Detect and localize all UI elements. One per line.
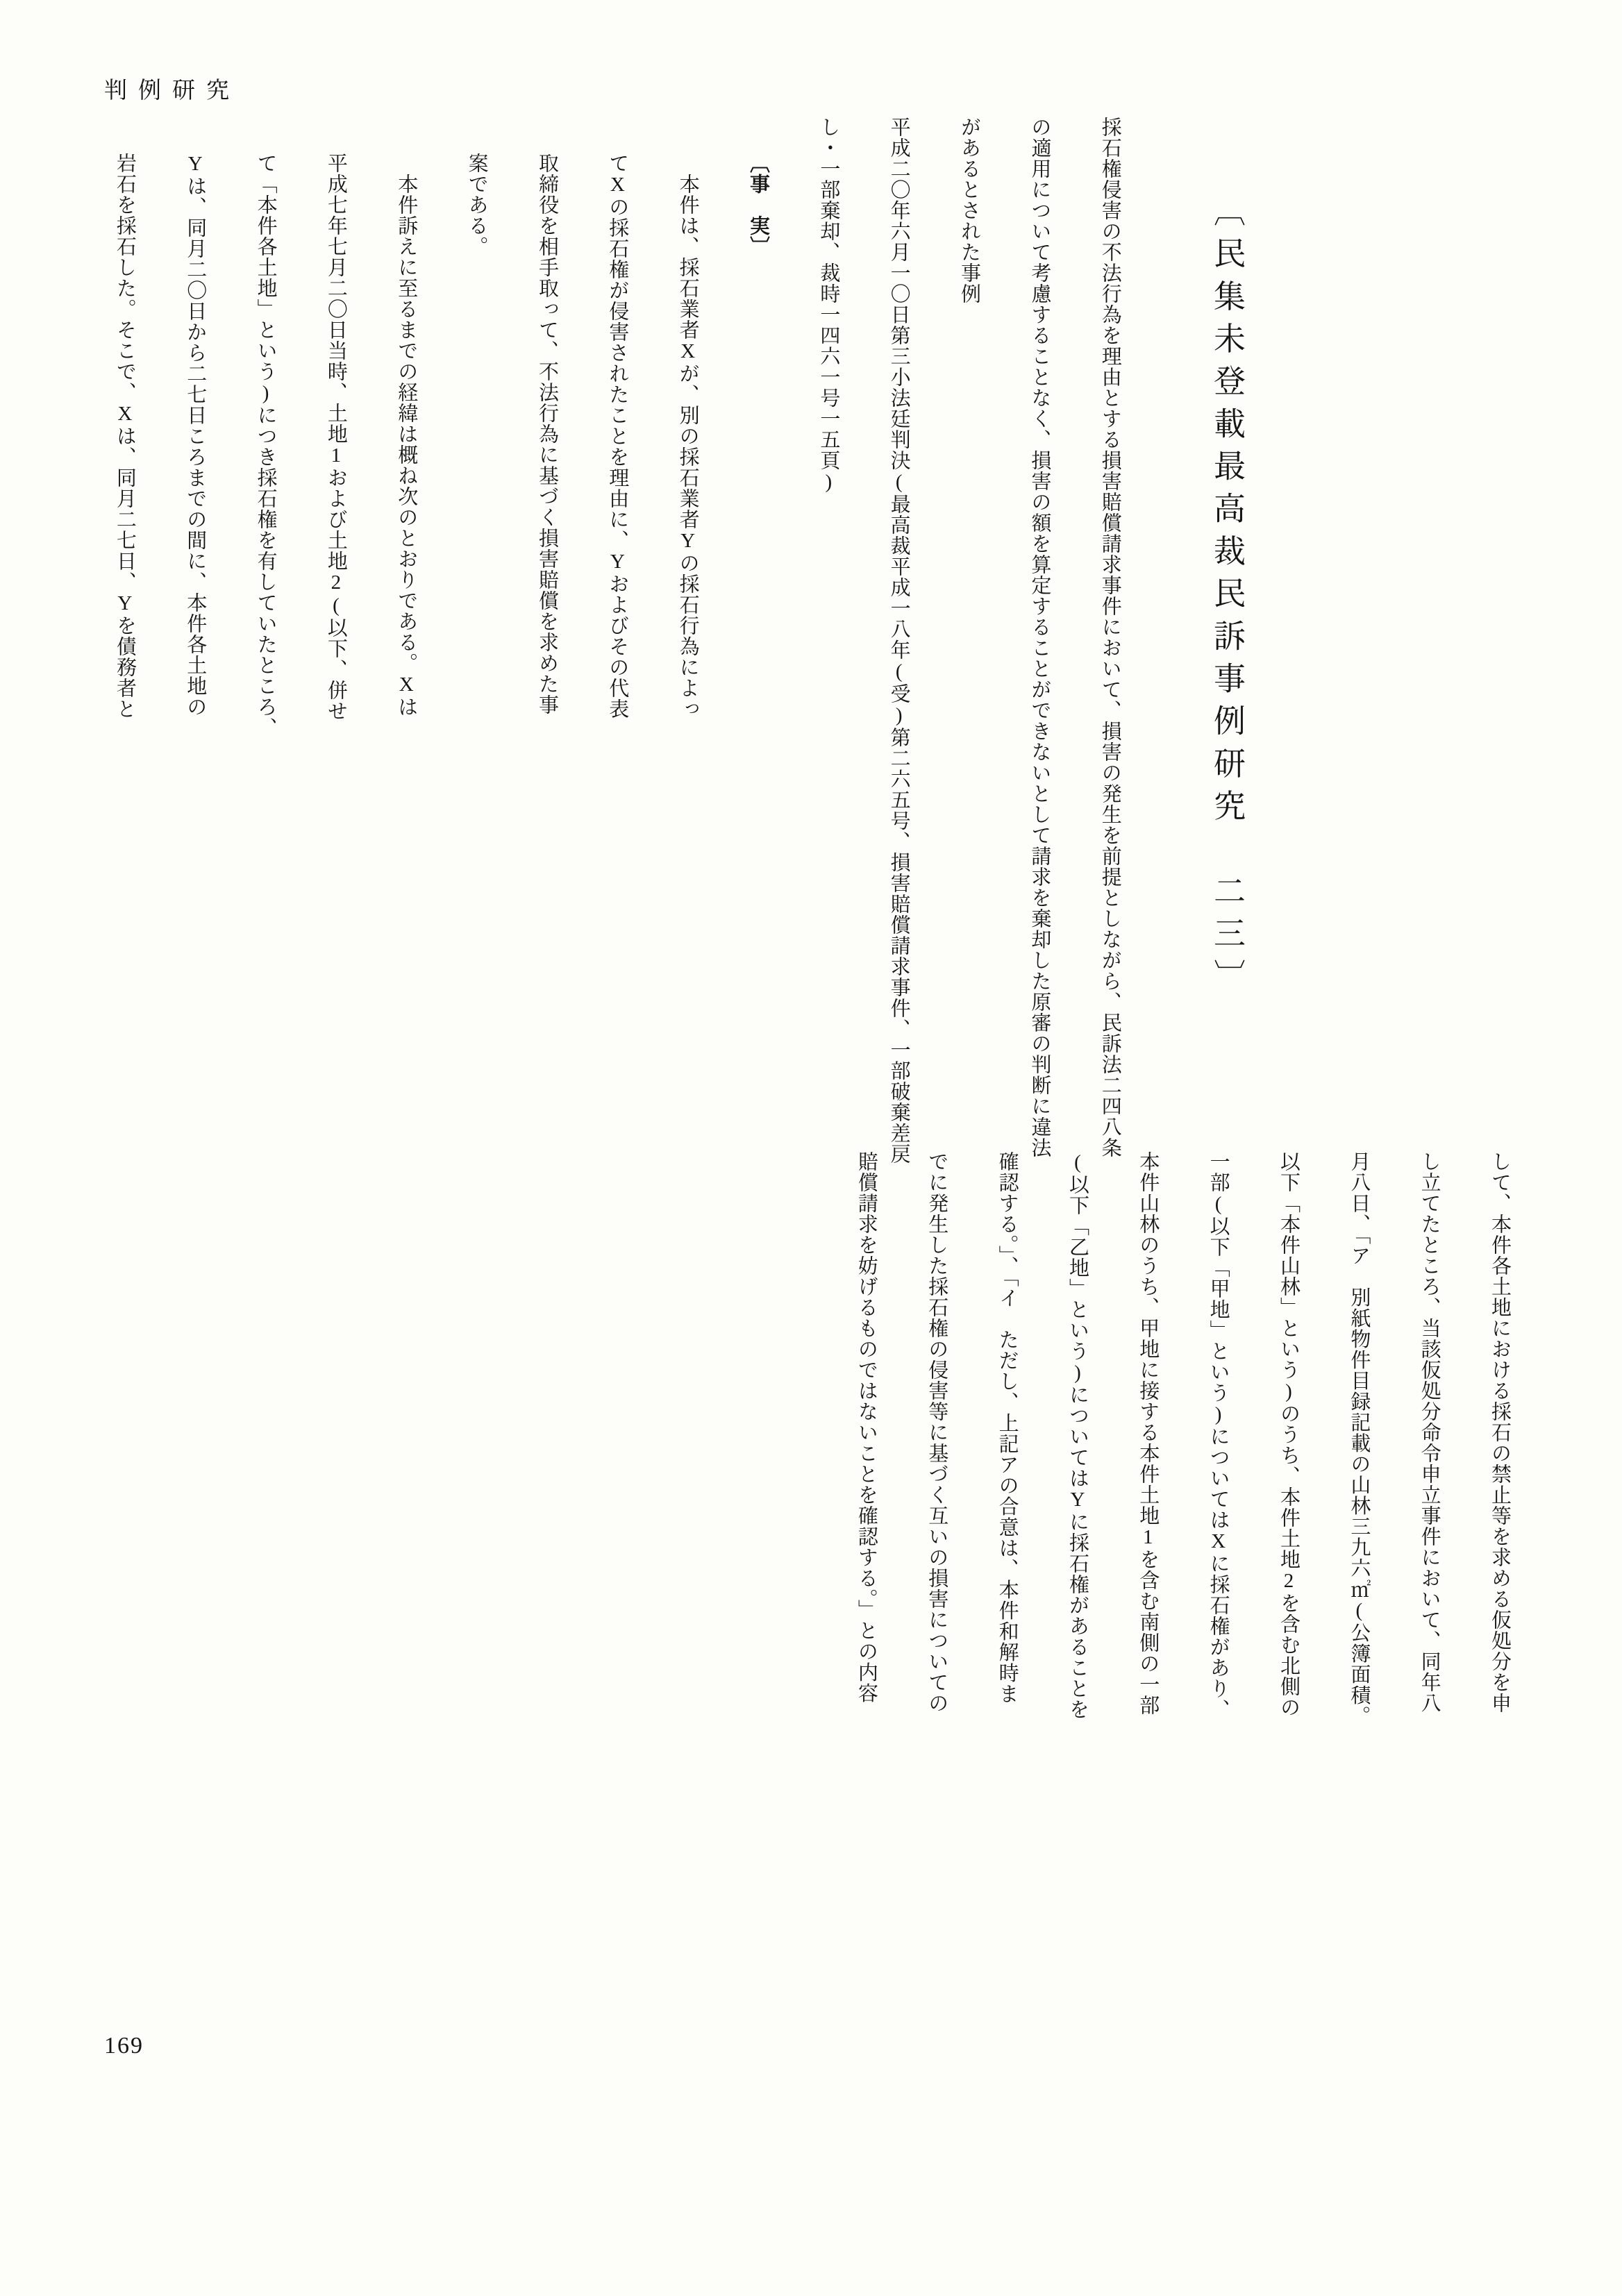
facts-section-heading: 〔事 実〕: [746, 153, 769, 257]
facts-line: てXの採石権が侵害されたことを理由に、Yおよびその代表: [606, 153, 629, 719]
facts-line: て「本件各土地」という)につき採石権を有していたところ、: [254, 153, 277, 738]
facts-line: 平成七年七月二〇日当時、土地1および土地2(以下、併せ: [324, 153, 347, 721]
facts-line: 本件山林のうち、甲地に接する本件土地1を含む南側の一部: [1137, 1151, 1160, 1716]
facts-line: 賠償請求を妨げるものではないことを確認する。」との内容: [855, 1151, 878, 1704]
headnote-line: があるとされた事例: [958, 117, 981, 304]
facts-line: 一部(以下「甲地」という)についてはXに採石権があり、: [1207, 1151, 1230, 1720]
citation-line: し・一部棄却、裁時一四六一号一五頁): [817, 117, 840, 494]
facts-line: 以下「本件山林」という)のうち、本件土地2を含む北側の: [1277, 1151, 1300, 1718]
series-title: 〔民集未登載最高裁民訴事例研究 二三〕: [1210, 194, 1245, 1002]
headnote-line: 採石権侵害の不法行為を理由とする損害賠償請求事件において、損害の発生を前提としながら、民訴法二四八条: [1098, 117, 1121, 1158]
running-head: 判例研究: [104, 78, 240, 103]
facts-line: 月八日、「ア 別紙物件目録記載の山林三九六㎡(公簿面積。: [1348, 1151, 1371, 1727]
page-number: 169: [104, 2033, 144, 2059]
facts-line: (以下「乙地」という)についてはYに採石権があることを: [1066, 1151, 1089, 1720]
facts-line: 岩石を採石した。そこで、Xは、同月二七日、Yを債務者と: [113, 153, 136, 719]
lower-text-block: [855, 1151, 1511, 1748]
citation-line: 平成二〇年六月一〇日第三小法廷判決(最高裁平成一八年(受)第二六五号、損害賠償請求事件、一部破棄差戻: [887, 117, 910, 1164]
headnote-line: の適用について考慮することなく、損害の額を算定することができないとして請求を棄却した原審の判断に違法: [1028, 117, 1051, 1158]
facts-line: 案である。: [465, 153, 488, 257]
facts-line: でに発生した採石権の侵害等に基づく互いの損害についての: [926, 1151, 948, 1713]
upper-text-block: [113, 117, 1245, 1164]
facts-line: し立てたところ、当該仮処分命令申立事件において、同年八: [1418, 1151, 1441, 1713]
facts-line: 本件は、採石業者Xが、別の採石業者Yの採石行為によっ: [676, 153, 699, 719]
facts-line: 確認する。」、「イ ただし、上記アの合意は、本件和解時ま: [996, 1151, 1019, 1704]
facts-line: Yは、同月二〇日から二七日ころまでの間に、本件各土地の: [184, 153, 207, 717]
facts-line: 本件訴えに至るまでの経緯は概ね次のとおりである。Xは: [395, 153, 418, 717]
facts-line: 取締役を相手取って、不法行為に基づく損害賠償を求めた事: [535, 153, 558, 715]
facts-line: して、本件各土地における採石の禁止等を求める仮処分を申: [1489, 1151, 1511, 1713]
